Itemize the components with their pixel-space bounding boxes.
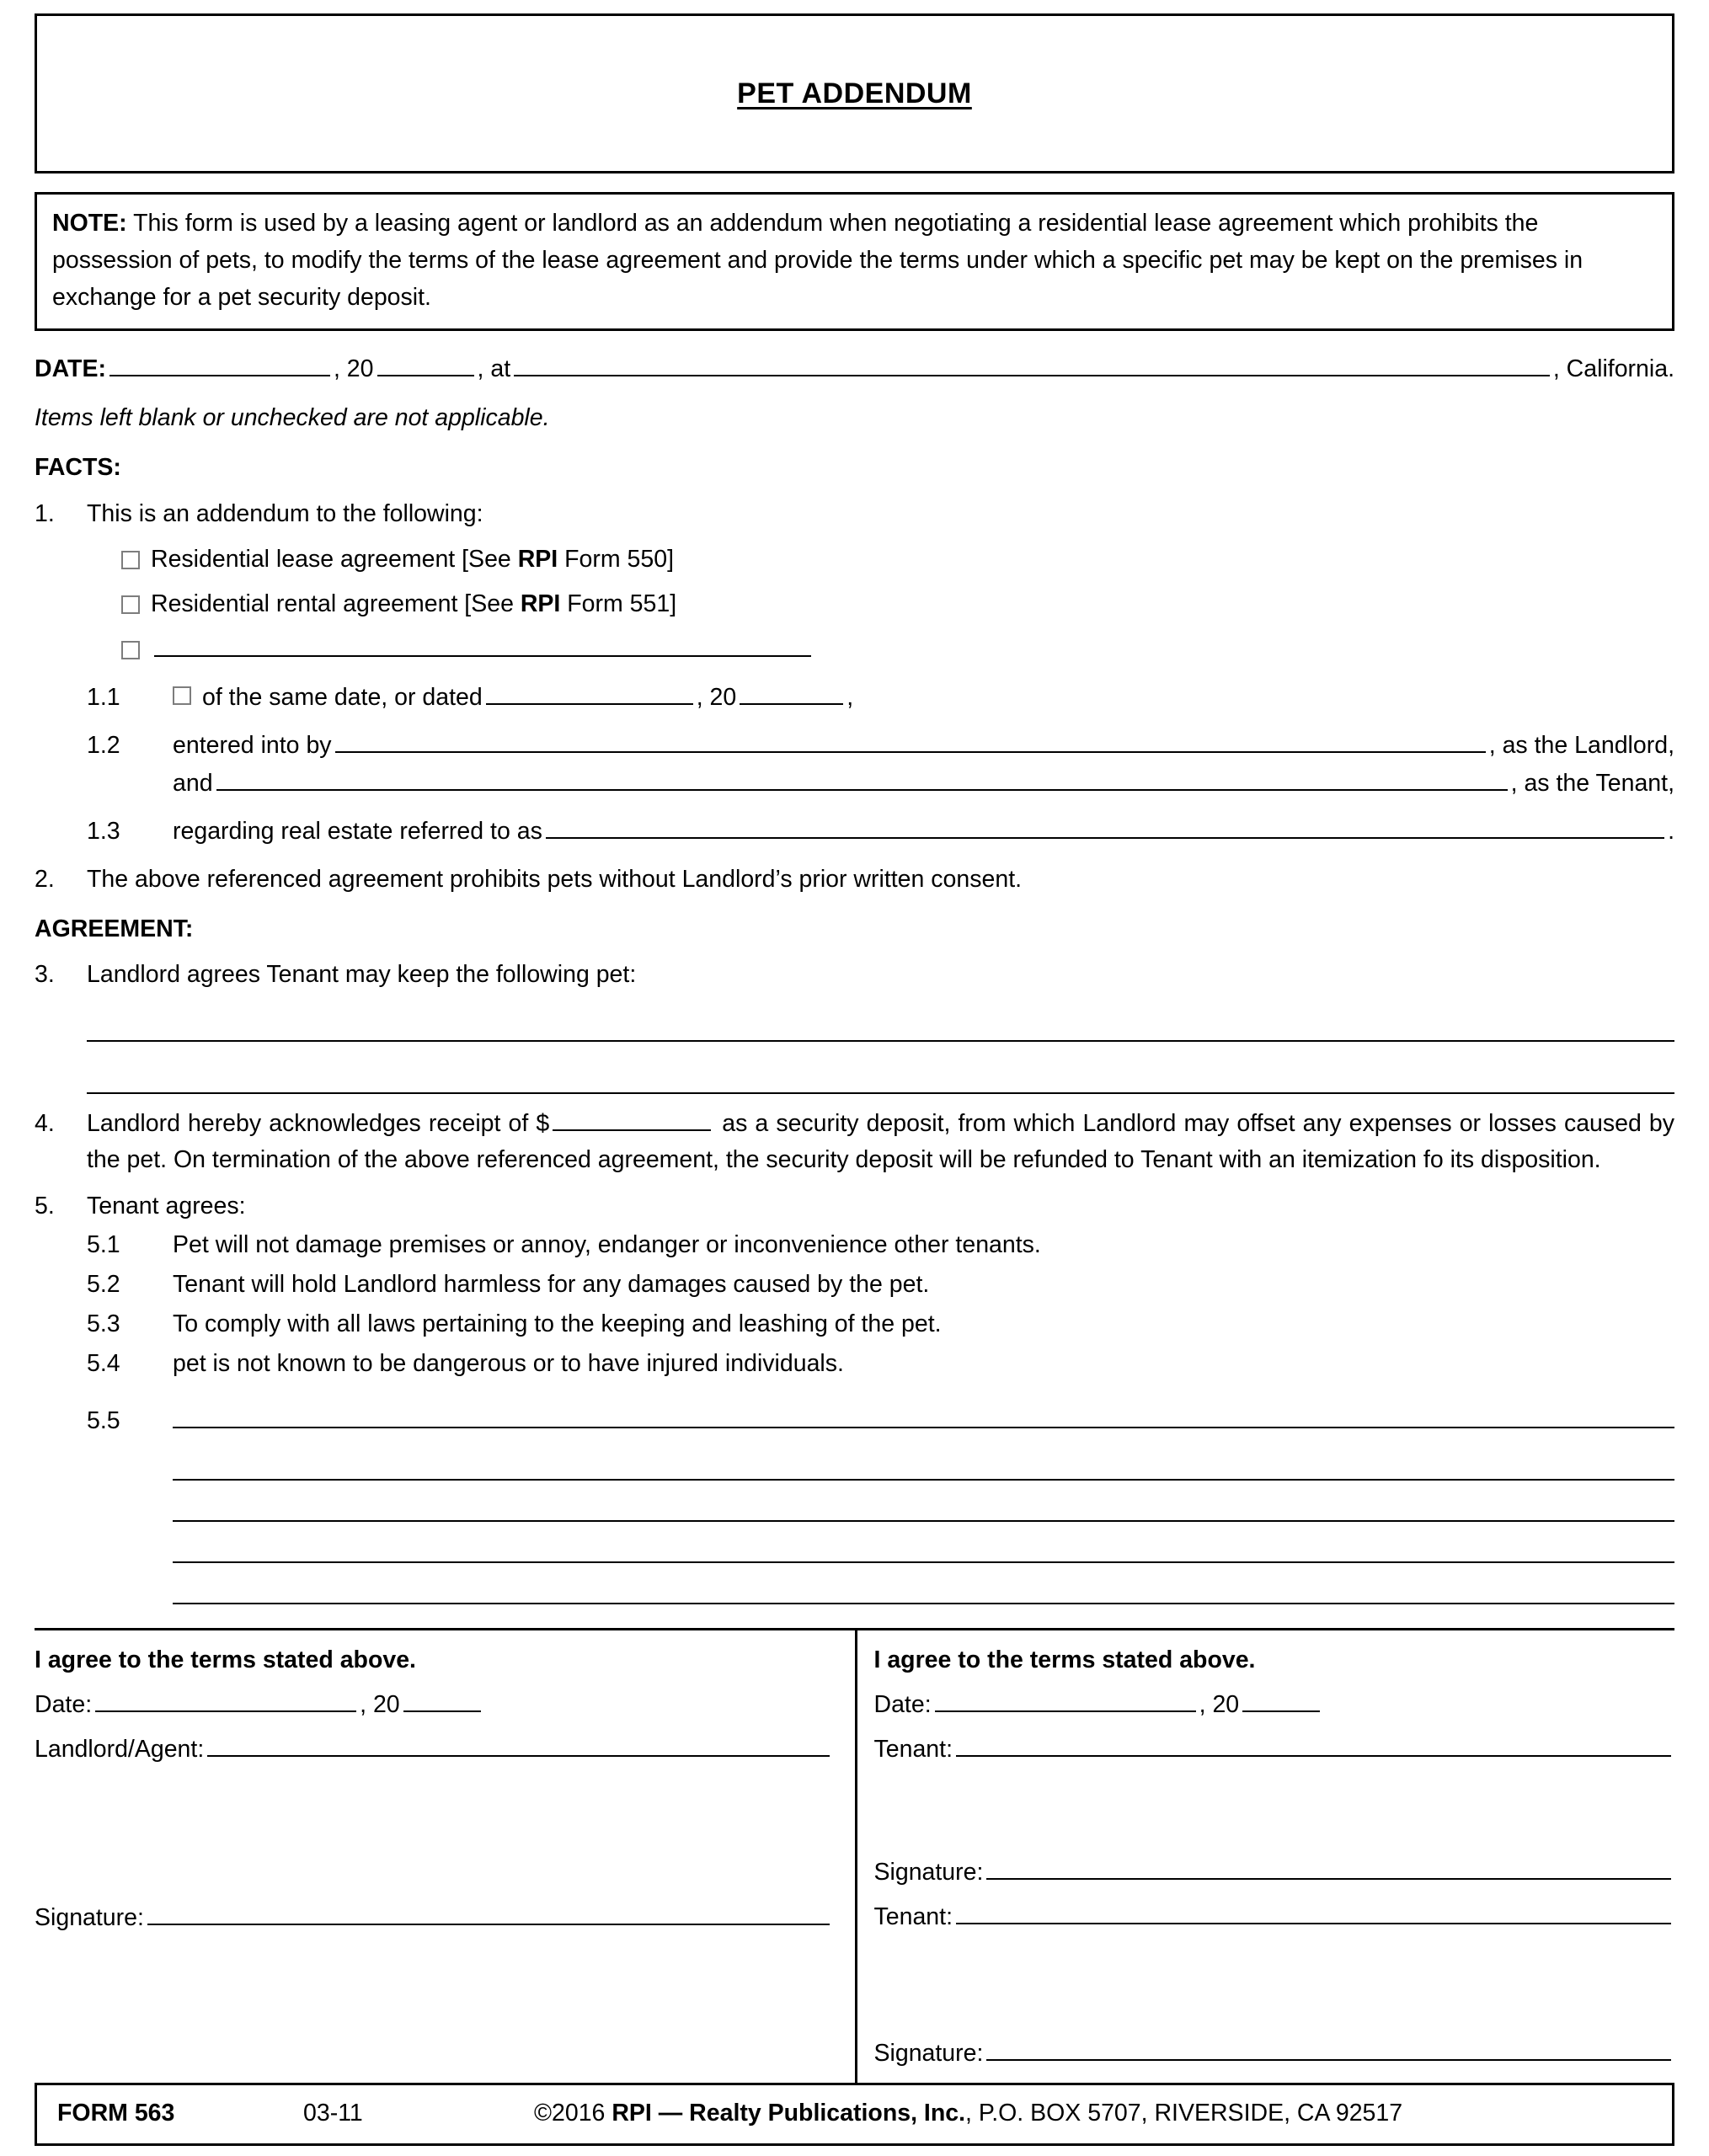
rpi-bold: RPI <box>517 545 558 573</box>
note-text: This form is used by a leasing agent or landlord as an addendum when negotiating a residential lease agreement which prohibits the possession of pets, to modify the terms of the lease agreement and provide the terms under which a specific pet may be kept on the premises in exchange for a pet security deposit. <box>52 210 1583 312</box>
tenant-signature-row-1 <box>874 1854 1675 1891</box>
option-text: Residential rental agreement [See <box>151 590 521 618</box>
additional-terms-blank-5[interactable] <box>173 1563 1674 1604</box>
real-estate-blank[interactable] <box>546 835 1664 839</box>
sub-body <box>173 1424 1674 1428</box>
sub-body <box>173 680 1674 716</box>
deposit-post-text: as a security deposit, from which Landlord may offset any expenses or losses caused by the pet. On termination of the above referenced agreement, the security deposit will be refunded to Tenant with an itemization fo its disposition. <box>87 1110 1675 1173</box>
sub-number: 5.3 <box>87 1310 120 1337</box>
landlord-line <box>173 728 1674 764</box>
tenant-name-blank-2[interactable] <box>956 1920 1671 1924</box>
item-number: 2. <box>35 865 55 893</box>
option-residential-lease <box>121 542 1674 578</box>
date-day-blank[interactable] <box>109 372 330 376</box>
form-revision: 03-11 <box>303 2100 363 2127</box>
tenant-name-blank[interactable] <box>216 787 1508 791</box>
sub-text: of the same date, or dated <box>202 683 483 711</box>
tenant-signature-blank-1[interactable] <box>986 1876 1671 1880</box>
item-number: 5. <box>35 1192 55 1219</box>
sub-text: entered into by <box>173 731 332 759</box>
agree-statement: I agree to the terms stated above. <box>873 1646 1256 1674</box>
item-text <box>87 1106 1674 1178</box>
agree-statement: I agree to the terms stated above. <box>35 1646 416 1674</box>
signature-label: Signature: <box>35 1904 144 1932</box>
landlord-name-blank[interactable] <box>335 749 1486 753</box>
year-prefix: , 20 <box>360 1690 400 1718</box>
date-line <box>35 351 1674 387</box>
sub-number: 5.4 <box>87 1349 120 1377</box>
item-text: This is an addendum to the following: <box>87 499 483 527</box>
sub-number: 1.1 <box>87 683 120 711</box>
option-other-agreement <box>121 632 1674 668</box>
signature-label: Signature: <box>873 1859 984 1886</box>
tenant-agrees-5-1 <box>87 1227 1674 1263</box>
date-at-label: , at <box>477 355 511 382</box>
date-year-blank[interactable] <box>377 372 474 376</box>
signature-label: Signature: <box>873 2039 984 2067</box>
tenant-agrees-5-5 <box>87 1403 1674 1439</box>
fact-item-1-2 <box>87 728 1674 803</box>
sub-number: 5.2 <box>87 1271 120 1299</box>
sub-text: regarding real estate referred to as <box>173 818 542 846</box>
publisher-address: , P.O. BOX 5707, RIVERSIDE, CA 92517 <box>965 2100 1403 2127</box>
tenant-signature-row-2 <box>874 2036 1675 2072</box>
pet-description-blank-2[interactable] <box>87 1042 1674 1094</box>
tenant-suffix: , as the Tenant, <box>1510 770 1674 798</box>
fact-item-1-3 <box>87 814 1674 850</box>
date-label: Date: <box>35 1690 93 1718</box>
dated-year-blank[interactable] <box>740 701 843 705</box>
year-prefix: , 20 <box>1199 1690 1240 1718</box>
item-number: 4. <box>35 1110 55 1138</box>
date-place-blank[interactable] <box>514 372 1550 376</box>
item-text: Tenant agrees: <box>87 1192 246 1219</box>
landlord-signature-row <box>35 1900 833 1936</box>
sub-text: pet is not known to be dangerous or to have injured individuals. <box>173 1349 844 1377</box>
dated-blank[interactable] <box>486 701 693 705</box>
date-label: Date: <box>873 1690 932 1718</box>
landlord-agent-blank[interactable] <box>207 1753 829 1757</box>
trailing-period: . <box>1668 818 1674 846</box>
landlord-date-row <box>35 1687 833 1723</box>
tenant-agrees-5-2 <box>87 1267 1674 1303</box>
form-footer <box>35 2083 1674 2146</box>
agreement-item-3 <box>35 957 1674 993</box>
deposit-amount-blank[interactable] <box>553 1127 711 1131</box>
other-agreement-blank[interactable] <box>154 653 811 657</box>
landlord-agent-label: Landlord/Agent: <box>35 1735 205 1763</box>
tenant-label: Tenant: <box>873 1903 953 1931</box>
additional-terms-blank-4[interactable] <box>173 1522 1674 1563</box>
option-text-post: Form 551] <box>560 590 677 618</box>
and-label: and <box>173 770 213 798</box>
agreement-item-4 <box>35 1106 1674 1178</box>
title-box <box>35 13 1674 173</box>
copyright-year: ©2016 <box>534 2100 612 2127</box>
landlord-signature-column <box>35 1630 855 2083</box>
item-text: The above referenced agreement prohibits pets without Landlord’s prior written consent. <box>87 865 1023 893</box>
sub-text: Pet will not damage premises or annoy, endanger or inconvenience other tenants. <box>173 1231 1041 1259</box>
fact-item-2 <box>35 862 1674 898</box>
facts-heading: FACTS: <box>35 454 121 482</box>
sub-text: To comply with all laws pertaining to the keeping and leashing of the pet. <box>173 1310 942 1337</box>
form-title: PET ADDENDUM <box>737 77 972 109</box>
trailing-comma: , <box>846 683 854 711</box>
note-label: NOTE: <box>52 210 127 237</box>
sub-text: Tenant will hold Landlord harmless for any damages caused by the pet. <box>173 1271 930 1299</box>
item-number: 3. <box>35 961 55 989</box>
additional-terms-blank-1[interactable] <box>173 1424 1674 1428</box>
tenant-agrees-5-3 <box>87 1306 1674 1342</box>
additional-terms-blank-3[interactable] <box>173 1481 1674 1522</box>
deposit-pre-text: Landlord hereby acknowledges receipt of $ <box>87 1110 550 1138</box>
additional-terms-blank-2[interactable] <box>173 1439 1674 1481</box>
year-prefix: , 20 <box>696 683 737 711</box>
date-label: DATE: <box>35 355 106 382</box>
tenant-date-row <box>874 1687 1675 1723</box>
landlord-suffix: , as the Landlord, <box>1488 731 1674 759</box>
tenant-date-blank[interactable] <box>935 1708 1196 1712</box>
sub-body <box>173 814 1674 850</box>
pet-description-blank-1[interactable] <box>87 993 1674 1042</box>
rpi-bold: RPI <box>520 590 561 618</box>
copyright-line <box>534 2095 1402 2132</box>
agreement-item-5 <box>35 1188 1674 1225</box>
same-date-checkbox[interactable] <box>173 686 191 705</box>
tenant-line <box>173 766 1674 802</box>
blank-items-instruction: Items left blank or unchecked are not applicable. <box>35 404 550 432</box>
residential-rental-checkbox[interactable] <box>121 595 140 614</box>
note-box <box>35 192 1674 331</box>
tenant-signature-column <box>855 1630 1675 2083</box>
date-state-suffix: , California. <box>1552 355 1674 382</box>
item-number: 1. <box>35 499 55 527</box>
sub-number: 5.1 <box>87 1231 120 1259</box>
sub-number: 5.5 <box>87 1407 120 1435</box>
tenant-year-blank[interactable] <box>1242 1708 1320 1712</box>
publisher-name: RPI — Realty Publications, Inc. <box>612 2100 966 2127</box>
item-text: Landlord agrees Tenant may keep the following pet: <box>87 961 637 989</box>
fact-item-1 <box>35 496 1674 532</box>
tenant-signature-blank-2[interactable] <box>986 2057 1671 2061</box>
sub-number: 1.3 <box>87 818 120 846</box>
agreement-heading: AGREEMENT: <box>35 915 194 942</box>
landlord-name-row <box>35 1732 833 1768</box>
option-text: Residential lease agreement [See <box>151 545 518 573</box>
fact-item-1-1 <box>87 680 1674 716</box>
landlord-signature-blank[interactable] <box>147 1921 830 1925</box>
landlord-date-blank[interactable] <box>95 1708 356 1712</box>
tenant-name-row-2 <box>874 1899 1675 1935</box>
tenant-name-row-1 <box>874 1732 1675 1768</box>
other-agreement-checkbox[interactable] <box>121 641 140 659</box>
tenant-name-blank-1[interactable] <box>956 1753 1671 1757</box>
date-year-prefix: , 20 <box>333 355 374 382</box>
tenant-label: Tenant: <box>873 1735 953 1763</box>
option-residential-rental <box>121 586 1674 622</box>
option-text-post: Form 550] <box>558 545 674 573</box>
form-number: FORM 563 <box>57 2100 175 2127</box>
tenant-agrees-5-4 <box>87 1346 1674 1382</box>
signature-section <box>35 1628 1674 2083</box>
residential-lease-checkbox[interactable] <box>121 551 140 569</box>
sub-body <box>173 728 1674 803</box>
landlord-year-blank[interactable] <box>403 1708 481 1712</box>
sub-number: 1.2 <box>87 731 120 759</box>
